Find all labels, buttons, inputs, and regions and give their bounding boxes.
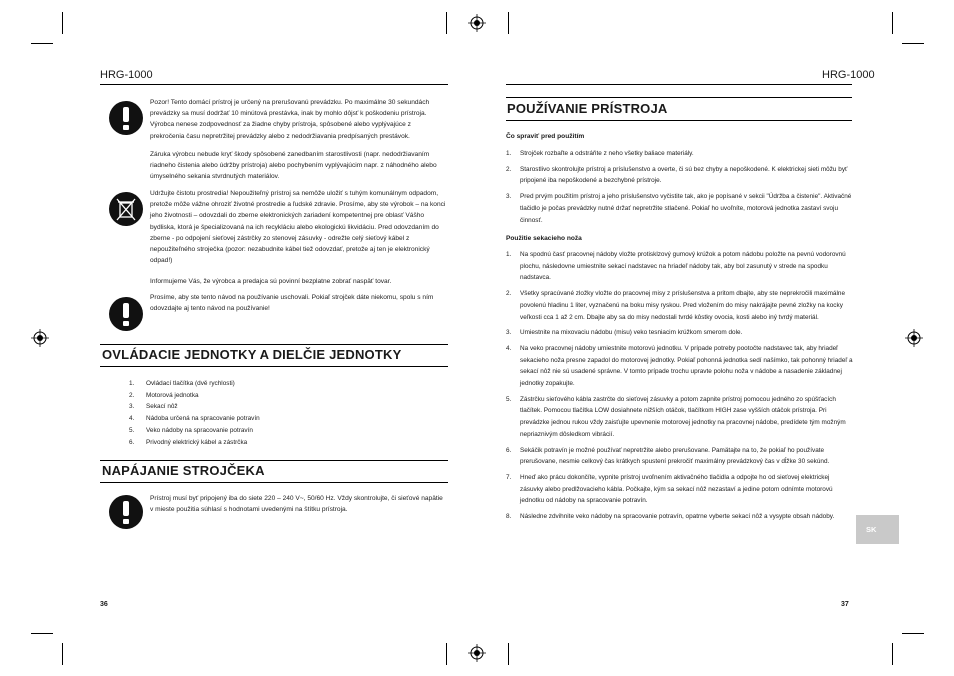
list-item-text: Pred prvým použitím prístroj a jeho príslušenstvo vyčistite tak, ako je popísané v sekcii "Údržba a čistenie". Aktivačné tlačidlo je počas prevádzky nutné držať nepretržite stlačené. Pokiaľ ho uvoľníte, motorová jednotka zastaví svoju činnosť. bbox=[520, 193, 852, 224]
list-item-text: Na spodnú časť pracovnej nádoby vložte protisklzový gumový krúžok a potom nádobu položte na pevnú vodorovnú plochu, následovne umiestnite sekací nadstavec na hriadeľ nádoby tak, aby bol zasunutý v strede na spodku nadstavca. bbox=[520, 251, 846, 282]
list-item-number: 2. bbox=[506, 165, 512, 173]
warning-icon bbox=[109, 101, 143, 135]
keep-manual-paragraph: Prosíme, aby ste tento návod na používanie uschovali. Pokiaľ strojček dáte niekomu, spolu s ním odovzdajte aj tento návod na používanie! bbox=[150, 294, 434, 313]
list-item bbox=[506, 148, 854, 160]
list-item bbox=[506, 288, 854, 323]
registration-mark-icon bbox=[31, 329, 49, 347]
recycling-bin-icon bbox=[109, 192, 143, 226]
list-item-number: 3. bbox=[506, 193, 512, 201]
crop-mark bbox=[902, 633, 924, 634]
list-item-text: Starostlivo skontrolujte prístroj a príslušenstvo a overte, či sú bez chyby a nepoškodené. K elektrickej sieti môžu byť pripojené iba nepoškodené a bezchybné prístroje. bbox=[520, 165, 848, 185]
list-item bbox=[129, 413, 429, 425]
list-item-number: 1. bbox=[129, 380, 135, 387]
crop-mark bbox=[446, 643, 447, 665]
list-item bbox=[506, 472, 854, 507]
list-item-text: Strojček rozbaľte a odstráňte z neho všetky baliace materiály. bbox=[520, 150, 694, 157]
crop-mark bbox=[446, 12, 447, 34]
before-use-subheading: Čo spraviť pred použitím bbox=[506, 133, 585, 140]
list-item-number: 5. bbox=[129, 426, 135, 434]
list-item-text: Na veko pracovnej nádoby umiestnite motorovú jednotku. V prípade potreby pootočte nadstavec tak, aby hriadeľ sekacieho noža presne zapadol do motorovej jednotky. Pokiaľ pohonná jednotka sedí našímko, tak pohonný hriadeľ a sekací nôž nie sú usadené správne. V tomto prípade trochu upravte polohu noža v nádobe a nasadenie základnej jednotky zopakujte. bbox=[520, 344, 853, 388]
list-item bbox=[506, 394, 854, 441]
before-use-list bbox=[506, 148, 854, 230]
list-item-number: 6. bbox=[129, 438, 135, 446]
model-label-left: HRG-1000 bbox=[100, 69, 153, 81]
list-item bbox=[506, 191, 854, 226]
list-item-number: 3. bbox=[506, 329, 512, 337]
list-item-number: 4. bbox=[129, 415, 135, 423]
power-paragraph: Prístroj musí byť pripojený iba do siete 220 – 240 V~, 50/60 Hz. Vždy skontrolujte, či sieťové napätie v mieste použitia súhlasí s hodnotami uvedenými na štítku prístroja. bbox=[150, 495, 443, 514]
page-number-right: 37 bbox=[841, 601, 849, 608]
registration-mark-icon bbox=[905, 329, 923, 347]
chopper-usage-subheading: Použitie sekacieho noža bbox=[506, 235, 582, 242]
crop-mark bbox=[62, 643, 63, 665]
section-rule bbox=[506, 97, 852, 98]
list-item-text: Motorová jednotka bbox=[146, 391, 199, 399]
controls-list bbox=[129, 378, 429, 448]
takeback-paragraph: Informujeme Vás, že výrobca a predajca sú povinní bezplatne zobrať naspäť tovar. bbox=[150, 278, 392, 285]
list-item bbox=[129, 437, 429, 449]
model-label-right: HRG-1000 bbox=[822, 69, 875, 81]
registration-mark-icon bbox=[468, 14, 486, 32]
list-item bbox=[506, 327, 854, 339]
list-item bbox=[129, 425, 429, 437]
crop-mark bbox=[31, 633, 53, 634]
list-item-text: Ovládací tlačítka (dvě rychlosti) bbox=[146, 380, 235, 387]
list-item-number: 8. bbox=[506, 513, 512, 521]
list-item-number: 2. bbox=[129, 391, 135, 399]
list-item-text: Sekací nôž bbox=[146, 403, 178, 411]
header-rule-right bbox=[506, 84, 852, 85]
section-rule bbox=[506, 120, 852, 121]
list-item-number: 2. bbox=[506, 290, 512, 298]
language-tab: SK bbox=[856, 515, 899, 544]
section-rule bbox=[100, 344, 448, 345]
warning-paragraph: Pozor! Tento domácí prístroj je určený na prerušovanú prevádzku. Po maximálne 30 sekundách prevádzky sa musí dodržať 10 minútová prestávka, inak by mohlo dôjsť k poškodeniu prístroja. Výrobca nenese zodpovednosť za žiadne chyby prístroja, spôsobené alebo vyplývajúce z prekročenia času nepretržitej prevádzky alebo z nedodržiavania predpísaných prestávok. bbox=[150, 99, 430, 140]
crop-mark bbox=[508, 12, 509, 34]
section-rule bbox=[100, 482, 448, 483]
list-item bbox=[129, 401, 429, 413]
chopper-usage-list bbox=[506, 249, 854, 527]
section-rule bbox=[100, 460, 448, 461]
list-item-text: Následne zdvihnite veko nádoby na spracovanie potravín, opatrne vyberte sekací nôž a vysypte obsah nádoby. bbox=[520, 513, 835, 521]
list-item-number: 4. bbox=[506, 344, 512, 352]
list-item-number: 1. bbox=[506, 150, 512, 157]
list-item-text: Sekáčik potravín je možné používať nepretržite alebo prerušovane. Pamätajte na to, že pokiaľ ho používate prerušovane, nesmie celkový čas krátkych spustení prekročiť maximálny prevádzkový čas v dĺžke 30 sekúnd. bbox=[520, 446, 830, 466]
warning-icon bbox=[109, 297, 143, 331]
controls-section-title: OVLÁDACIE JEDNOTKY A DIELČIE JEDNOTKY bbox=[102, 347, 402, 362]
list-item-text: Privodný elektrický kábel a zástrčka bbox=[146, 438, 248, 446]
warranty-paragraph: Záruka výrobcu nebude kryť škody spôsobené zanedbaním starostlivosti (napr. nedodržiavaním riadneho čistenia alebo údržby prístroja) alebo pochybením vyplývajúcim napr. z náhodného alebo úmyselného sekania stvrdnutých materiálov. bbox=[150, 151, 437, 181]
list-item-number: 7. bbox=[506, 473, 512, 481]
list-item-number: 5. bbox=[506, 395, 512, 403]
list-item bbox=[129, 378, 429, 390]
list-item-number: 3. bbox=[129, 403, 135, 411]
list-item bbox=[506, 445, 854, 468]
crop-mark bbox=[892, 12, 893, 34]
registration-mark-icon bbox=[468, 644, 486, 662]
list-item-number: 6. bbox=[506, 446, 512, 454]
list-item bbox=[506, 511, 854, 523]
list-item-text: Veko nádoby na spracovanie potravín bbox=[146, 426, 253, 434]
crop-mark bbox=[892, 643, 893, 665]
warning-icon bbox=[109, 495, 143, 529]
recycling-paragraph: Udržujte čistotu prostredia! Nepoužiteľný prístroj sa nemôže uložiť s tuhým komunálnym odpadom, pretože môže vážne ohroziť životné prostredie a ľudské zdravie. Prosíme, aby ste výrobok – na konci jeho životnosti – odovzdali do zberne elektronických zariadení kompetentnej pre oblasť Vášho bydliska, ktorá je špecializovaná na ich recykláciu alebo ekologickú likvidáciu. Pred odovzdaním do zberne - po odpojení sieťovej zástrčky zo stenovej zásuvky - odrežte celý sieťový kábel z nepoužiteľného stroječka (pozor: nezabudnite kábel tiež odovzdať, pretože aj ten je elektronický odpad!) bbox=[150, 190, 446, 265]
page-number-left: 36 bbox=[100, 601, 108, 608]
list-item-text: Zástrčku sieťového kábla zastrčte do sieťovej zásuvky a potom zapnite prístroj pomocou jedného zo spúšťacích tlačítek. Pomocou tlačítka LOW dosiahnete nižších otáčok, tlačítkom HIGH zase vyšších otáčok prístroja. Pri prevádzke jednou rukou vždy zaisťujte upevnenie motorovej jednotky na pracovnej nádobe, predídete tým možným nepriaznivým dôsledkom vibrácií. bbox=[520, 395, 846, 438]
usage-section-title: POUŽÍVANIE PRÍSTROJA bbox=[507, 101, 668, 116]
crop-mark bbox=[902, 43, 924, 44]
list-item-text: Nádoba určená na spracovanie potravín bbox=[146, 415, 260, 423]
list-item bbox=[506, 249, 854, 284]
crop-mark bbox=[508, 643, 509, 665]
crop-mark bbox=[62, 12, 63, 34]
list-item bbox=[129, 390, 429, 402]
list-item-text: Hneď ako prácu dokončíte, vypnite prístroj uvoľnením aktivačného tlačidla a odpojte ho od sieťovej elektrickej zásuvky alebo predlžovacieho kábla. Počkajte, kým sa sekací nôž nezastaví a jedine potom odnímte motorovú jednotku od nádoby na spracovanie potravín. bbox=[520, 473, 833, 505]
power-section-title: NAPÁJANIE STROJČEKA bbox=[102, 463, 265, 478]
list-item bbox=[506, 164, 854, 187]
crop-mark bbox=[31, 43, 53, 44]
list-item-text: Všetky spracúvané zložky vložte do pracovnej misy z príslušenstva a pritom dbajte, aby ste neprekročili maximálne povolenú hladinu 1 liter, vyznačenú na boku misy ryskou. Pred vložením do misy nakrájajte pevné zložky na kocky veľkosti cca 1 až 2 cm. Dbajte aby sa do misy nedostali tvrdé kôstky ovocia, kosti alebo iný tvrdý materiál. bbox=[520, 290, 845, 321]
section-rule bbox=[100, 366, 448, 367]
list-item bbox=[506, 343, 854, 390]
list-item-number: 1. bbox=[506, 251, 512, 258]
list-item-text: Umiestnite na mixovaciu nádobu (misu) veko tesniacim krúžkom smerom dole. bbox=[520, 329, 743, 337]
header-rule-left bbox=[100, 84, 448, 85]
